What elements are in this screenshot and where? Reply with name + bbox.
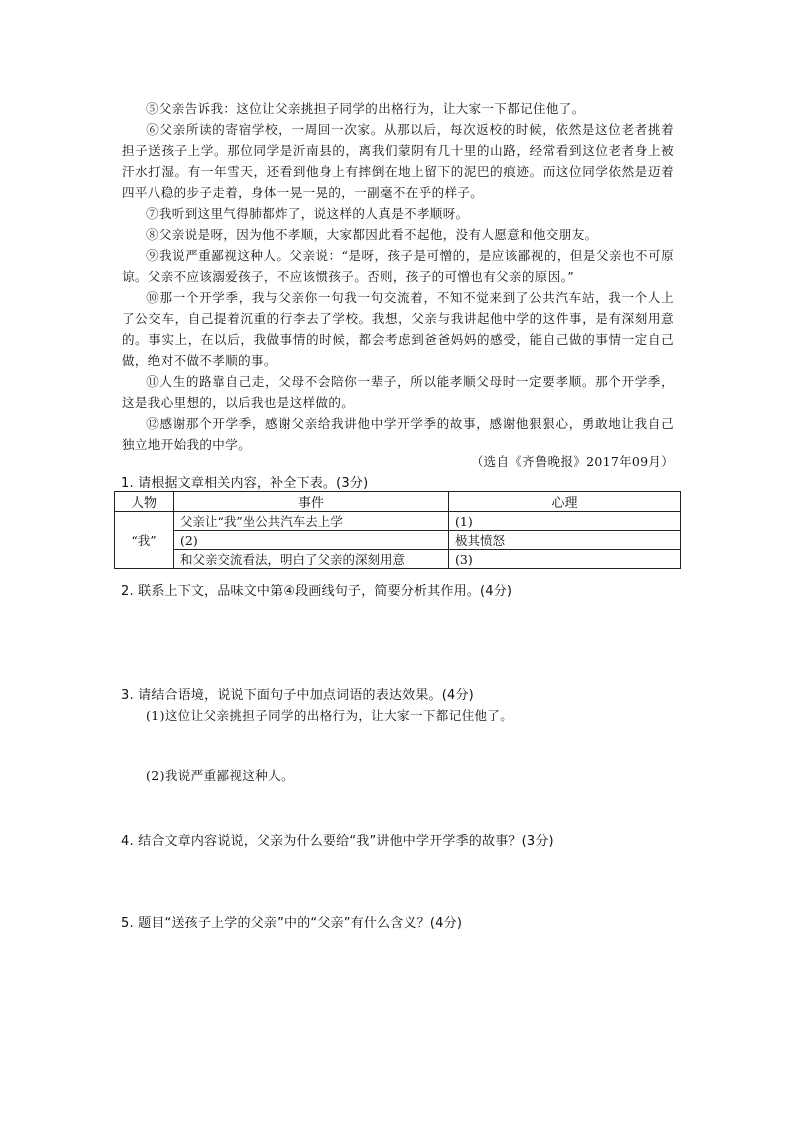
header-person: 人物 [115, 492, 174, 512]
question-3: 3. 请结合语境，说说下面句子中加点词语的表达效果。(4分) [121, 688, 474, 703]
header-feeling: 心理 [449, 492, 681, 512]
paragraph-7: ⑦我听到这里气得肺都炸了，说这样的人真是不孝顺呀。 [146, 206, 469, 221]
paragraph-12: ⑫感谢那个开学季，感谢父亲给我讲他中学开学季的故事，感谢他狠狠心，勇敢地让我自己独立地开始我的中学。 [122, 416, 674, 452]
header-event: 事件 [174, 492, 449, 512]
event-cell: 和父亲交流看法，明白了父亲的深刻用意 [174, 550, 449, 569]
question-4: 4. 结合文章内容说说，父亲为什么要给“我”讲他中学开学季的故事？(3分) [121, 834, 554, 849]
table-row [115, 512, 681, 531]
question-3-sentence-2: (2)我说严重鄙视这种人。 [146, 768, 294, 783]
answer-table [114, 491, 681, 569]
feeling-cell[interactable]: (1) [449, 512, 681, 531]
event-cell[interactable]: (2) [174, 531, 449, 550]
table-header-row [115, 492, 681, 512]
question-2: 2. 联系上下文，品味文中第④段画线句子，简要分析其作用。(4分) [121, 584, 513, 599]
paragraph-10: ⑩那一个开学季，我与父亲你一句我一句交流着，不知不觉来到了公共汽车站，我一个人上了公交车，自己提着沉重的行李去了学校。我想，父亲与我讲起他中学的这件事，是有深刻用意的。事实上，在以后，我做事情的时候，都会考虑到爸爸妈妈的感受，能自己做的事情一定自己做，绝对不做不孝顺的事。 [122, 290, 674, 368]
question-5: 5. 题目“送孩子上学的父亲”中的“父亲”有什么含义？(4分) [121, 916, 463, 931]
table-row [115, 531, 681, 550]
feeling-cell: 极其愤怒 [449, 531, 681, 550]
source-citation: （选自《齐鲁晚报》2017年09月） [470, 454, 674, 469]
question-3-sentence-1: (1)这位让父亲挑担子同学的出格行为，让大家一下都记住他了。 [146, 708, 514, 723]
paragraph-5: ⑤父亲告诉我：这位让父亲挑担子同学的出格行为，让大家一下都记住他了。 [146, 101, 585, 116]
feeling-cell[interactable]: (3) [449, 550, 681, 569]
paragraph-8: ⑧父亲说是呀，因为他不孝顺，大家都因此看不起他，没有人愿意和他交朋友。 [146, 227, 598, 242]
person-cell: “我” [115, 512, 174, 569]
table-row [115, 550, 681, 569]
paragraph-9: ⑨我说严重鄙视这种人。父亲说：“是呀，孩子是可憎的，是应该鄙视的，但是父亲也不可原谅。父亲不应该溺爱孩子，不应该惯孩子。否则，孩子的可憎也有父亲的原因。” [122, 248, 674, 284]
event-cell: 父亲让“我”坐公共汽车去上学 [174, 512, 449, 531]
question-1: 1. 请根据文章相关内容，补全下表。(3分) [121, 476, 369, 491]
paragraph-11: ⑪人生的路靠自己走，父母不会陪你一辈子，所以能孝顺父母时一定要孝顺。那个开学季，这是我心里想的，以后我也是这样做的。 [122, 374, 674, 410]
paragraph-6: ⑥父亲所读的寄宿学校，一周回一次家。从那以后，每次返校的时候，依然是这位老者挑着担子送孩子上学。那位同学是沂南县的，离我们蒙阴有几十里的山路，经常看到这位老者身上被汗水打湿。有一年雪天，还看到他身上有摔倒在地上留下的泥巴的痕迹。而这位同学依然是迈着四平八稳的步子走着，身体一晃一晃的，一副毫不在乎的样子。 [122, 122, 674, 200]
